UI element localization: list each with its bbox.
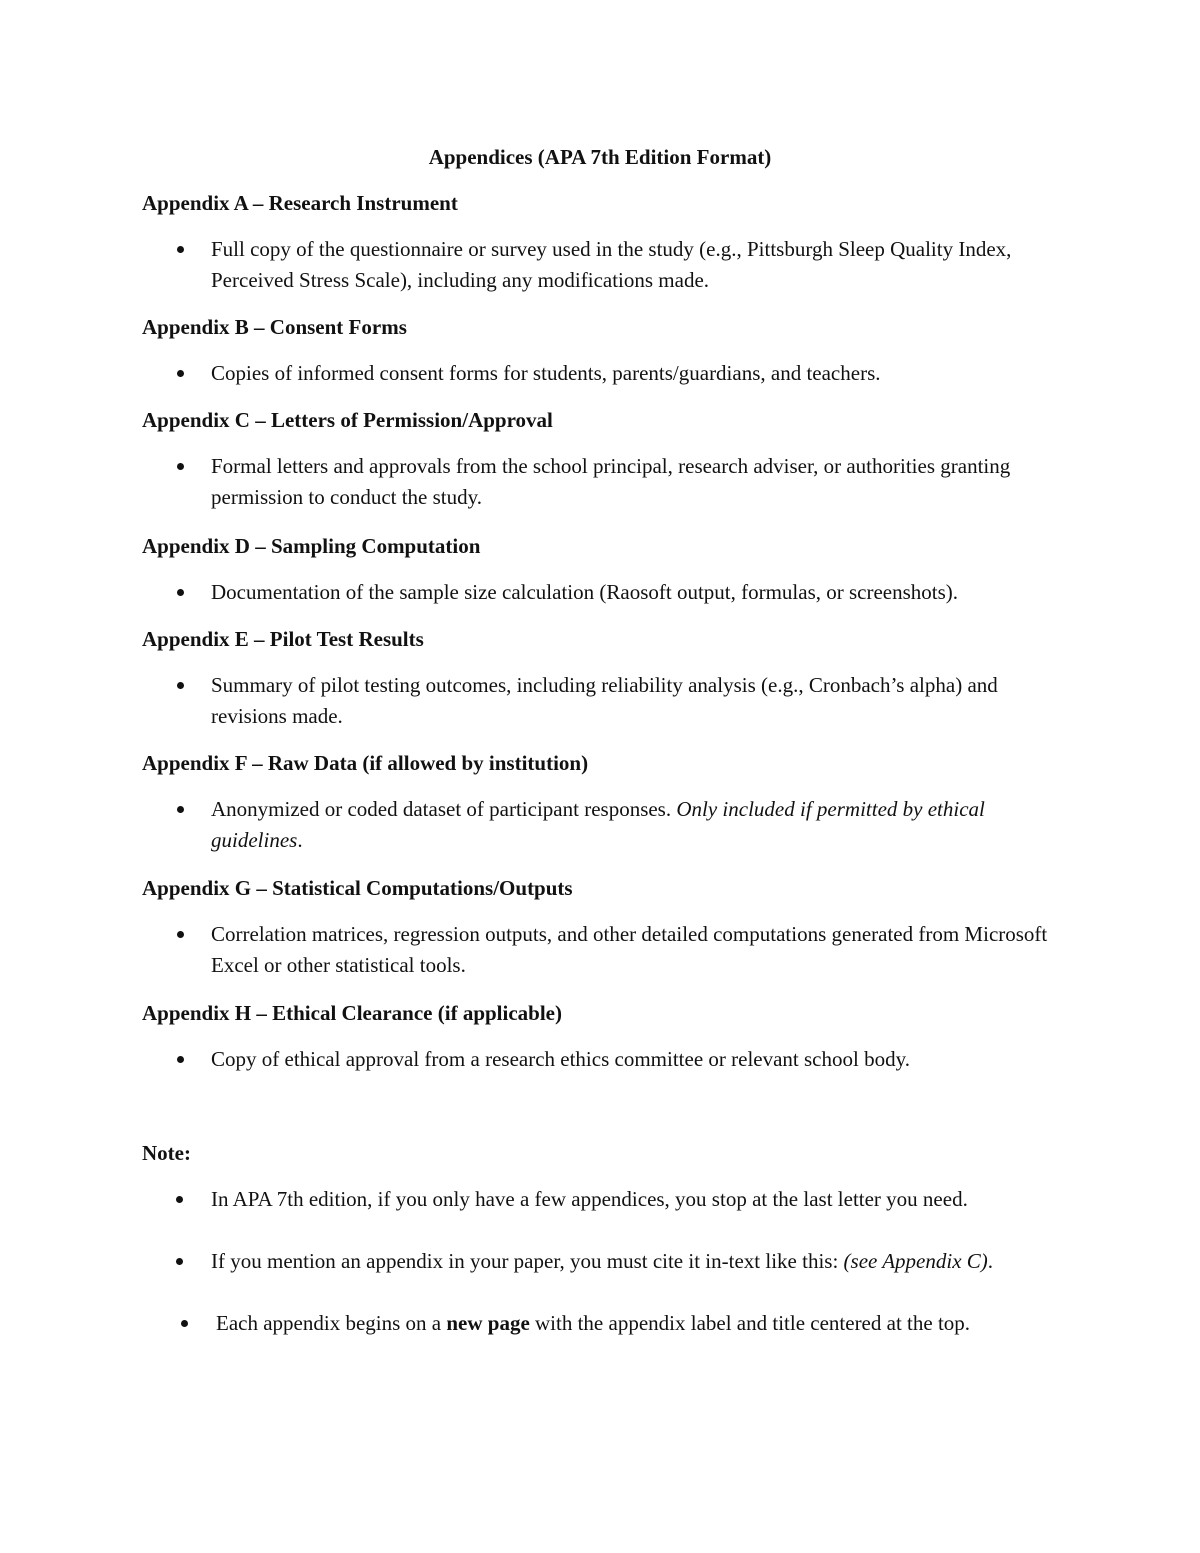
note-item-3-pre: Each appendix begins on a: [216, 1311, 442, 1335]
appendix-d-bullet-text: Documentation of the sample size calculation (Raosoft output, formulas, or screenshots).: [211, 580, 959, 604]
appendix-a-bullet-text: Full copy of the questionnaire or survey used in the study (e.g., Pittsburgh Sleep Quality Index, Perceived Stress Scale), including any modifications made.: [211, 237, 1012, 292]
note-item-3-post: with the appendix label and title centered at the top.: [535, 1311, 971, 1335]
appendix-b-bullet: [211, 358, 1071, 389]
note-item-1-text: In APA 7th edition, if you only have a few appendices, you stop at the last letter you need.: [211, 1187, 968, 1211]
appendix-f-bullet-text: Anonymized or coded dataset of participant responses.: [211, 797, 672, 821]
bullet-icon: [177, 806, 184, 813]
note-label: Note:: [142, 1141, 191, 1165]
bullet-icon: [177, 463, 184, 470]
note-item: [216, 1308, 1046, 1339]
appendix-e-bullet-text: Summary of pilot testing outcomes, including reliability analysis (e.g., Cronbach’s alpha) and revisions made.: [211, 673, 998, 728]
appendix-h-bullet: [211, 1044, 1071, 1075]
appendix-f-bullet-end: .: [297, 828, 303, 852]
bullet-icon: [176, 1196, 183, 1203]
appendix-d-bullet: [211, 577, 1091, 608]
appendix-a-bullet: [211, 234, 1071, 296]
bullet-icon: [177, 370, 184, 377]
appendix-e-heading: Appendix E – Pilot Test Results: [142, 627, 424, 651]
note-item-2-italic: (see Appendix C): [843, 1249, 988, 1273]
appendix-e-bullet: [211, 670, 1071, 732]
note-item: [211, 1246, 1011, 1277]
note-item-2-end: .: [987, 1249, 994, 1273]
appendix-d-heading: Appendix D – Sampling Computation: [142, 534, 481, 558]
note-item-3-bold: new page: [446, 1311, 530, 1335]
appendix-g-heading: Appendix G – Statistical Computations/Outputs: [142, 876, 573, 900]
appendix-c-bullet-text: Formal letters and approvals from the school principal, research adviser, or authorities granting permission to conduct the study.: [211, 454, 1011, 509]
bullet-icon: [177, 1056, 184, 1063]
appendix-h-bullet-text: Copy of ethical approval from a research ethics committee or relevant school body.: [211, 1047, 910, 1071]
appendix-a-heading: Appendix A – Research Instrument: [142, 191, 458, 215]
appendix-f-bullet-italic: Only included if permitted by ethical guidelines: [211, 797, 985, 852]
bullet-icon: [177, 246, 184, 253]
appendix-c-bullet: [211, 451, 1071, 513]
page-title: Appendices (APA 7th Edition Format): [428, 145, 772, 169]
appendix-g-bullet-text: Correlation matrices, regression outputs, and other detailed computations generated from Microsoft Excel or other statistical tools.: [211, 922, 1048, 977]
note-item: [211, 1184, 1041, 1215]
note-item-2-text: If you mention an appendix in your paper, you must cite it in-text like this:: [211, 1249, 839, 1273]
bullet-icon: [176, 1258, 183, 1265]
appendix-g-bullet: [211, 919, 1071, 981]
appendix-b-heading: Appendix B – Consent Forms: [142, 315, 407, 339]
bullet-icon: [181, 1320, 188, 1327]
appendix-b-bullet-text: Copies of informed consent forms for students, parents/guardians, and teachers.: [211, 361, 881, 385]
appendix-h-heading: Appendix H – Ethical Clearance (if applicable): [142, 1001, 562, 1025]
appendix-c-heading: Appendix C – Letters of Permission/Approval: [142, 408, 553, 432]
appendix-f-heading: Appendix F – Raw Data (if allowed by institution): [142, 751, 589, 775]
bullet-icon: [177, 931, 184, 938]
bullet-icon: [177, 589, 184, 596]
bullet-icon: [177, 682, 184, 689]
appendix-f-bullet: [211, 794, 1071, 856]
